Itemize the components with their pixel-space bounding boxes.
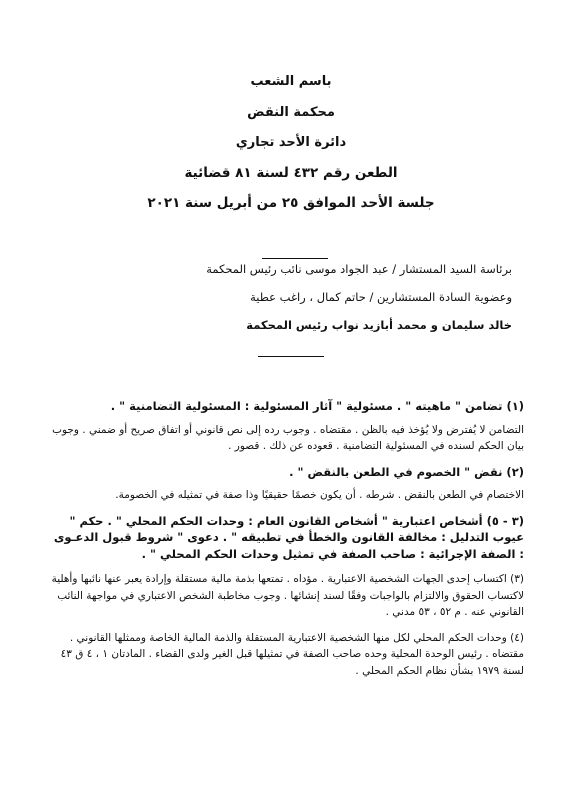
principle-item bbox=[48, 571, 524, 621]
principle-body: التضامن لا يُفترض ولا يُؤخذ فيه بالظن . مقتضاه . وجوب رده إلى نص قانوني أو اتفاق صريح أو ضمني . وجوب بيان الحكم لسنده في المسئولية التضامنية . قعوده عن ذلك . قصور . bbox=[52, 423, 524, 452]
court-composition bbox=[52, 262, 512, 346]
header-line-court: محكمة النقض bbox=[247, 104, 335, 120]
principle-item bbox=[48, 398, 524, 455]
header-line-people: باسم الشعب bbox=[250, 74, 332, 89]
composition-presiding: برئاسة السيد المستشار / عبد الجواد موسى نائب رئيس المحكمة bbox=[206, 262, 512, 276]
principle-body: (٣) اكتساب إحدى الجهات الشخصية الاعتبارية . مؤداه . تمتعها بذمة مالية مستقلة وإرادة يعبر عنها نائبها وأهلية لاكتساب الحقوق والالتزام بالواجبات وفقًا لسند إنشائها . وجوب مخاطبة الشخص الاعتباري في مواجهة النائب القانوني عنه . م ٥٢ ، ٥٣ مدني . bbox=[51, 573, 524, 618]
header-line-session-date: جلسة الأحد الموافق ٢٥ من أبريل سنة ٢٠٢١ bbox=[147, 195, 435, 211]
principle-item bbox=[48, 464, 524, 504]
principle-title: (٢) نقض " الخصوم في الطعن بالنقض " . bbox=[289, 464, 524, 479]
header-line-circuit: دائرة الأحد تجاري bbox=[235, 135, 347, 150]
principle-title: (١) تضامن " ماهيته " . مسئولية " آثار المسئولية : المسئولية التضامنية " . bbox=[110, 399, 524, 413]
composition-divider bbox=[258, 356, 324, 357]
composition-members: وعضوية السادة المستشارين / حاتم كمال ، راغب عطية bbox=[250, 290, 512, 304]
legal-principles bbox=[48, 398, 524, 688]
document-header bbox=[0, 74, 582, 227]
composition-deputies: خالد سليمان و محمد أبازيد نواب رئيس المحكمة bbox=[246, 318, 512, 332]
principle-title: (٣ - ٥) أشخاص اعتبارية " أشخاص القانون العام : وحدات الحكم المحلي " . حكم " عيوب التدليل : مخالفة القانون والخطأ في تطبيقه " . دعوى " شروط قبول الدعـوى : الصفة الإجرائية : صاحب الصفة في تمثيل وحدات الحكم المحلي " . bbox=[53, 513, 524, 561]
principle-item bbox=[48, 630, 524, 680]
principle-body: الاختصام في الطعن بالنقض . شرطه . أن يكون خصمًا حقيقيًا وذا صفة في تمثيله في الخصومة. bbox=[115, 489, 524, 501]
header-line-appeal-number: الطعن رقم ٤٣٢ لسنة ٨١ قضائية bbox=[184, 164, 398, 181]
principle-item bbox=[48, 513, 524, 563]
principle-body: (٤) وحدات الحكم المحلي لكل منها الشخصية الاعتبارية المستقلة والذمة المالية الخاصة وممثلها القانوني . مقتضاه . رئيس الوحدة المحلية وحده صاحب الصفة في تمثيلها قبل الغير ولدى القضاء . المادتان ١ ، ٤ ق ٤٣ لسنة ١٩٧٩ بشأن نظام الحكم المحلي . bbox=[60, 631, 524, 677]
header-divider bbox=[262, 258, 328, 259]
